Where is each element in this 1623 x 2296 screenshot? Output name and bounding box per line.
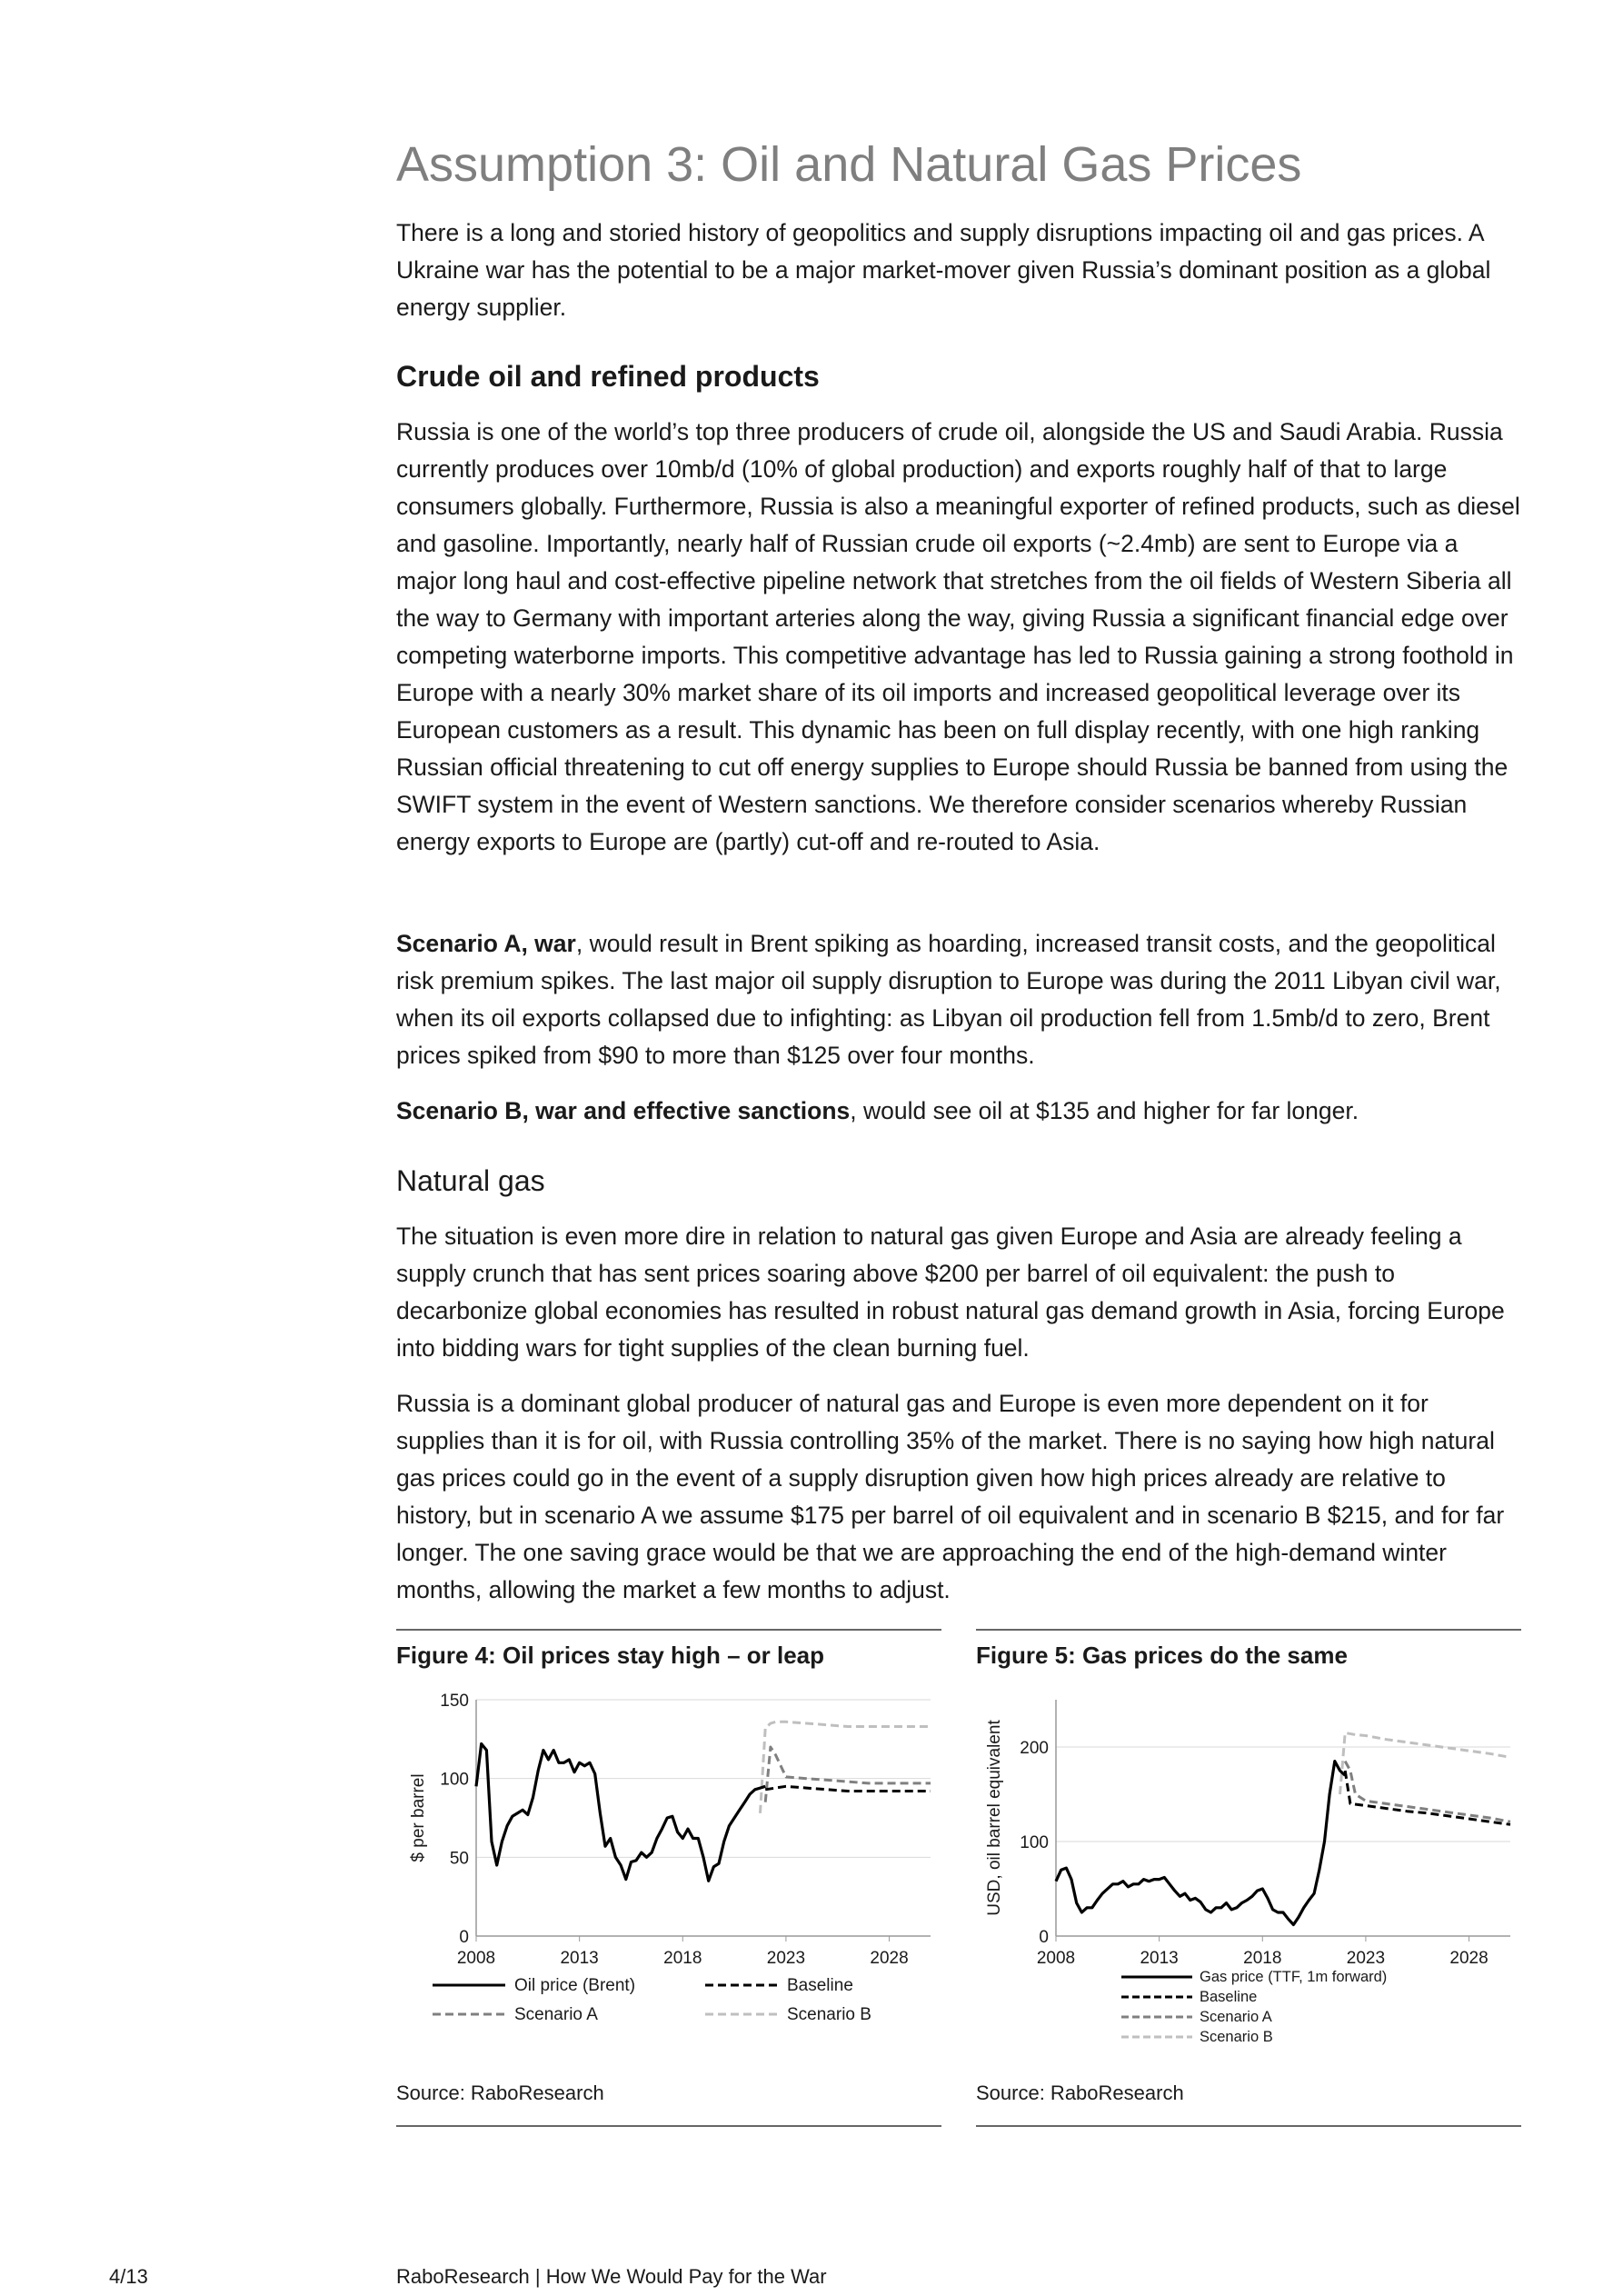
scenario-b-label: Scenario B, war and effective sanctions (396, 1097, 851, 1124)
gas-paragraph-2: Russia is a dominant global producer of natural gas and Europe is even more dependent on it for supplies than it is for oil, with Russia controlling 35% of the market. There is no saying how high natural gas prices could go in the event of a supply disruption given how high prices already are relative to history, but in scenario A we assume $175 per barrel of oil equivalent and in scenario B $215, and for far longer. The one saving grace would be that we are approaching the end of the high-demand winter months, allowing the market a few months to adjust. (396, 1390, 1505, 1603)
scenario-a-label: Scenario A, war (396, 930, 576, 957)
x-tick-label: 2013 (1140, 1949, 1179, 1968)
y-tick-label: 50 (449, 1849, 469, 1869)
scenario-b-text: , would see oil at $135 and higher for far longer. (850, 1097, 1359, 1124)
section-heading-gas: Natural gas (396, 1164, 545, 1197)
series-line-gas-price-ttf-1m-forward- (1056, 1762, 1345, 1925)
x-tick-label: 2008 (456, 1949, 496, 1968)
scenario-a-text: , would result in Brent spiking as hoarding, increased transit costs, and the geopolitical risk premium spikes. The last major oil supply disruption to Europe was during the 2011 Libyan civil war, when its oil exports collapsed due to infighting: as Libyan oil production fell from 1.5mb/d to zero, Brent prices spiked from $90 to more than $125 over four months. (396, 930, 1501, 1069)
legend-label: Scenario A (514, 2005, 598, 2024)
footer-text: RaboResearch | How We Would Pay for the War (396, 2265, 827, 2288)
legend-label: Scenario A (1200, 2009, 1272, 2025)
gas-paragraph-1: The situation is even more dire in relation to natural gas given Europe and Asia are already feeling a supply crunch that has sent prices soaring above $200 per barrel of oil equivalent: the push to decarbonize global economies has resulted in robust natural gas demand growth in Asia, forcing Europe into bidding wars for tight supplies of the clean burning fuel. (396, 1223, 1505, 1362)
figure-5-chart (976, 1683, 1521, 2056)
legend-label: Scenario B (1200, 2029, 1273, 2045)
series-line-oil-price-brent- (476, 1744, 765, 1882)
crude-paragraph-1: Russia is one of the world’s top three producers of crude oil, alongside the US and Saudi Arabia. Russia currently produces over 10mb/d (10% of global production) and exports roughly half of that to large consumers globally. Furthermore, Russia is also a meaningful exporter of refined products, such as diesel and gasoline. Importantly, nearly half of Russian crude oil exports (~2.4mb) are sent to Europe via a major long haul and cost-effective pipeline network that stretches from the oil fields of Western Siberia all the way to Germany with important arteries along the way, giving Russia a significant financial edge over competing waterborne imports. This competitive advantage has led to Russia gaining a strong foothold in Europe with a nearly 30% market share of its oil imports and increased geopolitical leverage over its European customers as a result. This dynamic has been on full display recently, with one high ranking Russian official threatening to cut off energy supplies to Europe should Russia be banned from using the SWIFT system in the event of Western sanctions. We therefore consider scenarios whereby Russian energy exports to Europe are (partly) cut-off and re-routed to Asia. (396, 418, 1520, 855)
y-tick-label: 0 (1039, 1928, 1049, 1947)
crude-paragraph-3 (396, 1093, 1523, 1130)
legend-label: Scenario B (787, 2005, 871, 2024)
figure-4-chart (396, 1683, 941, 2056)
legend-label: Oil price (Brent) (514, 1976, 636, 1995)
x-tick-label: 2028 (1449, 1949, 1489, 1968)
figure-4-bottom-rule (396, 2125, 941, 2127)
figure-5-top-rule (976, 1629, 1521, 1631)
legend-label: Baseline (1200, 1989, 1258, 2005)
y-tick-label: 100 (440, 1770, 469, 1790)
y-axis-label: $ per barrel (409, 1773, 428, 1862)
x-tick-label: 2013 (560, 1949, 599, 1968)
x-tick-label: 2023 (766, 1949, 806, 1968)
y-tick-label: 0 (459, 1928, 469, 1947)
figure-5-source: Source: RaboResearch (976, 2081, 1184, 2104)
series-line-scenario-a (765, 1747, 931, 1802)
x-tick-label: 2018 (1243, 1949, 1282, 1968)
crude-paragraph-2 (396, 925, 1523, 1074)
figure-5-title: Figure 5: Gas prices do the same (976, 1642, 1348, 1669)
legend-label: Gas price (TTF, 1m forward) (1200, 1969, 1388, 1985)
x-tick-label: 2023 (1346, 1949, 1386, 1968)
x-tick-label: 2018 (663, 1949, 702, 1968)
series-line-scenario-b (761, 1722, 931, 1813)
y-tick-label: 200 (1020, 1739, 1049, 1758)
page-number: 4/13 (109, 2265, 148, 2288)
page-title: Assumption 3: Oil and Natural Gas Prices (396, 137, 1302, 192)
figure-4-top-rule (396, 1629, 941, 1631)
figure-5-bottom-rule (976, 2125, 1521, 2127)
figure-4-source: Source: RaboResearch (396, 2081, 604, 2104)
series-line-scenario-a (1345, 1762, 1510, 1822)
section-heading-crude: Crude oil and refined products (396, 360, 820, 393)
y-tick-label: 100 (1020, 1833, 1049, 1852)
legend-label: Baseline (787, 1976, 853, 1995)
y-axis-label: USD, oil barrel equivalent (985, 1720, 1004, 1916)
series-line-baseline (765, 1786, 931, 1791)
x-tick-label: 2028 (870, 1949, 909, 1968)
figure-4-title: Figure 4: Oil prices stay high – or leap (396, 1642, 825, 1669)
x-tick-label: 2008 (1036, 1949, 1076, 1968)
series-line-scenario-b (1340, 1732, 1511, 1794)
y-tick-label: 150 (440, 1692, 469, 1711)
intro-paragraph: There is a long and storied history of geopolitics and supply disruptions impacting oil and gas prices. A Ukraine war has the potential to be a major market-mover given Russia’s dominant position as a global energy supplier. (396, 219, 1491, 321)
